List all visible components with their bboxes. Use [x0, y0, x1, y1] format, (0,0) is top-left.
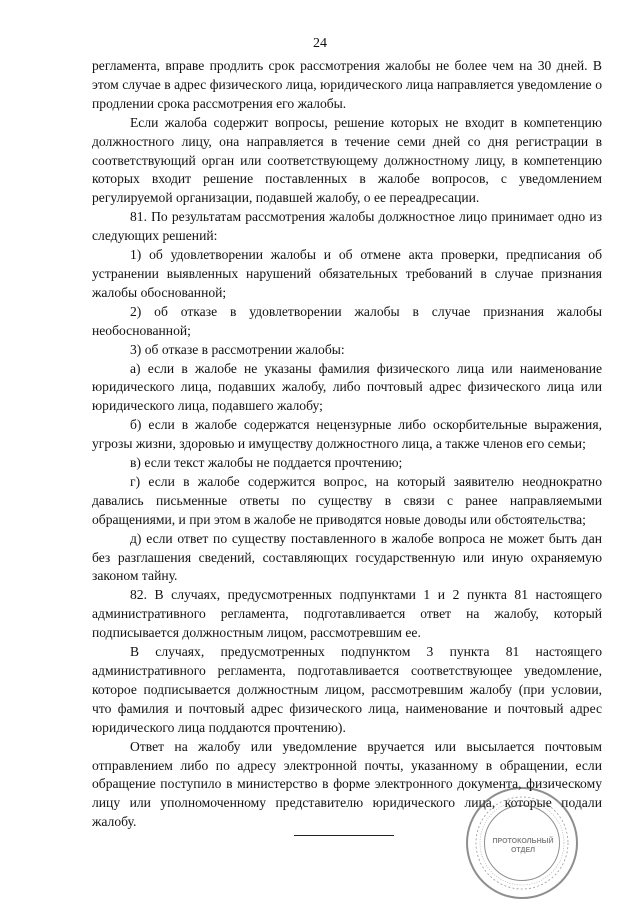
paragraph-82: 82. В случаях, предусмотренных подпунктами 1 и 2 пункта 81 настоящего административного регламента, подготавливается ответ на жалобу, который подписывается должностным лицом, рассмотревшим ее.	[92, 587, 602, 641]
item-3a: а) если в жалобе не указаны фамилия физического лица или наименование юридического лица, подавших жалобу, либо почтовый адрес физического лица или юридического лица, подавшего жалобу;	[92, 360, 602, 414]
paragraph-continuation: регламента, вправе продлить срок рассмотрения жалобы не более чем на 30 дней. В этом случае в адрес физического лица, юридического лица направляется уведомление о продлении срока рассмотрения его жалобы.	[92, 58, 602, 111]
paragraph-redirect: Если жалоба содержит вопросы, решение которых не входит в компетенцию должностного лицу, она направляется в течение семи дней со дня регистрации в соответствующий орган или соответствующему должностному лицу, в компетенцию которых входит решение поставленных в жалобе вопросов, с уведомлением регулируемой организации, подавшей жалобу, о ее переадресации.	[92, 114, 602, 206]
item-3b: б) если в жалобе содержатся нецензурные либо оскорбительные выражения, угрозы жизни, здоровью и имуществу должностного лица, а также членов его семьи;	[92, 417, 602, 452]
paragraph-81: 81. По результатам рассмотрения жалобы должностное лицо принимает одно из следующих решений:	[92, 209, 602, 244]
item-3g: г) если в жалобе содержится вопрос, на который заявителю неоднократно давались письменные ответы по существу в связи с ранее направляемыми обращениями, и при этом в жалобе не приводятся новые доводы или обстоятельства;	[92, 473, 602, 527]
stamp-center	[484, 805, 560, 881]
item-3d: д) если ответ по существу поставленного в жалобе вопроса не может быть дан без разглашения сведений, составляющих государственную или иную охраняемую законом тайну.	[92, 530, 602, 584]
item-3v: в) если текст жалобы не поддается прочтению;	[130, 455, 403, 471]
item-3: 3) об отказе в рассмотрении жалобы:	[130, 341, 345, 357]
paragraph-delivery: Ответ на жалобу или уведомление вручается или высылается почтовым отправлением либо по адресу электронной почты, указанному в обращении, если обращение поступило в министерство в форме электронного документа, физическому лицу или уполномоченному представителю юридического лица, которые подали жалобу.	[92, 738, 602, 830]
office-stamp	[466, 787, 578, 899]
item-2: 2) об отказе в удовлетворении жалобы в случае признания жалобы необоснованной;	[92, 303, 602, 338]
paragraph-notice: В случаях, предусмотренных подпунктом 3 пункта 81 настоящего административного регламента, подготавливается соответствующее уведомление, которое подписывается должностным лицом, рассмотревшим жалобу (при условии, что фамилия и почтовый адрес физического лица, наименование и почтовый адрес юридического лица поддаются прочтению).	[92, 644, 602, 735]
page-number: 24	[313, 36, 327, 51]
signature-line	[294, 835, 394, 836]
item-1: 1) об удовлетворении жалобы и об отмене акта проверки, предписания об устранении выявленных нарушений обязательных требований в случае признания жалобы обоснованной;	[92, 247, 602, 300]
body-text	[92, 57, 602, 832]
stamp-label: ПРОТОКОЛЬНЫЙ ОТДЕЛ	[492, 838, 554, 854]
